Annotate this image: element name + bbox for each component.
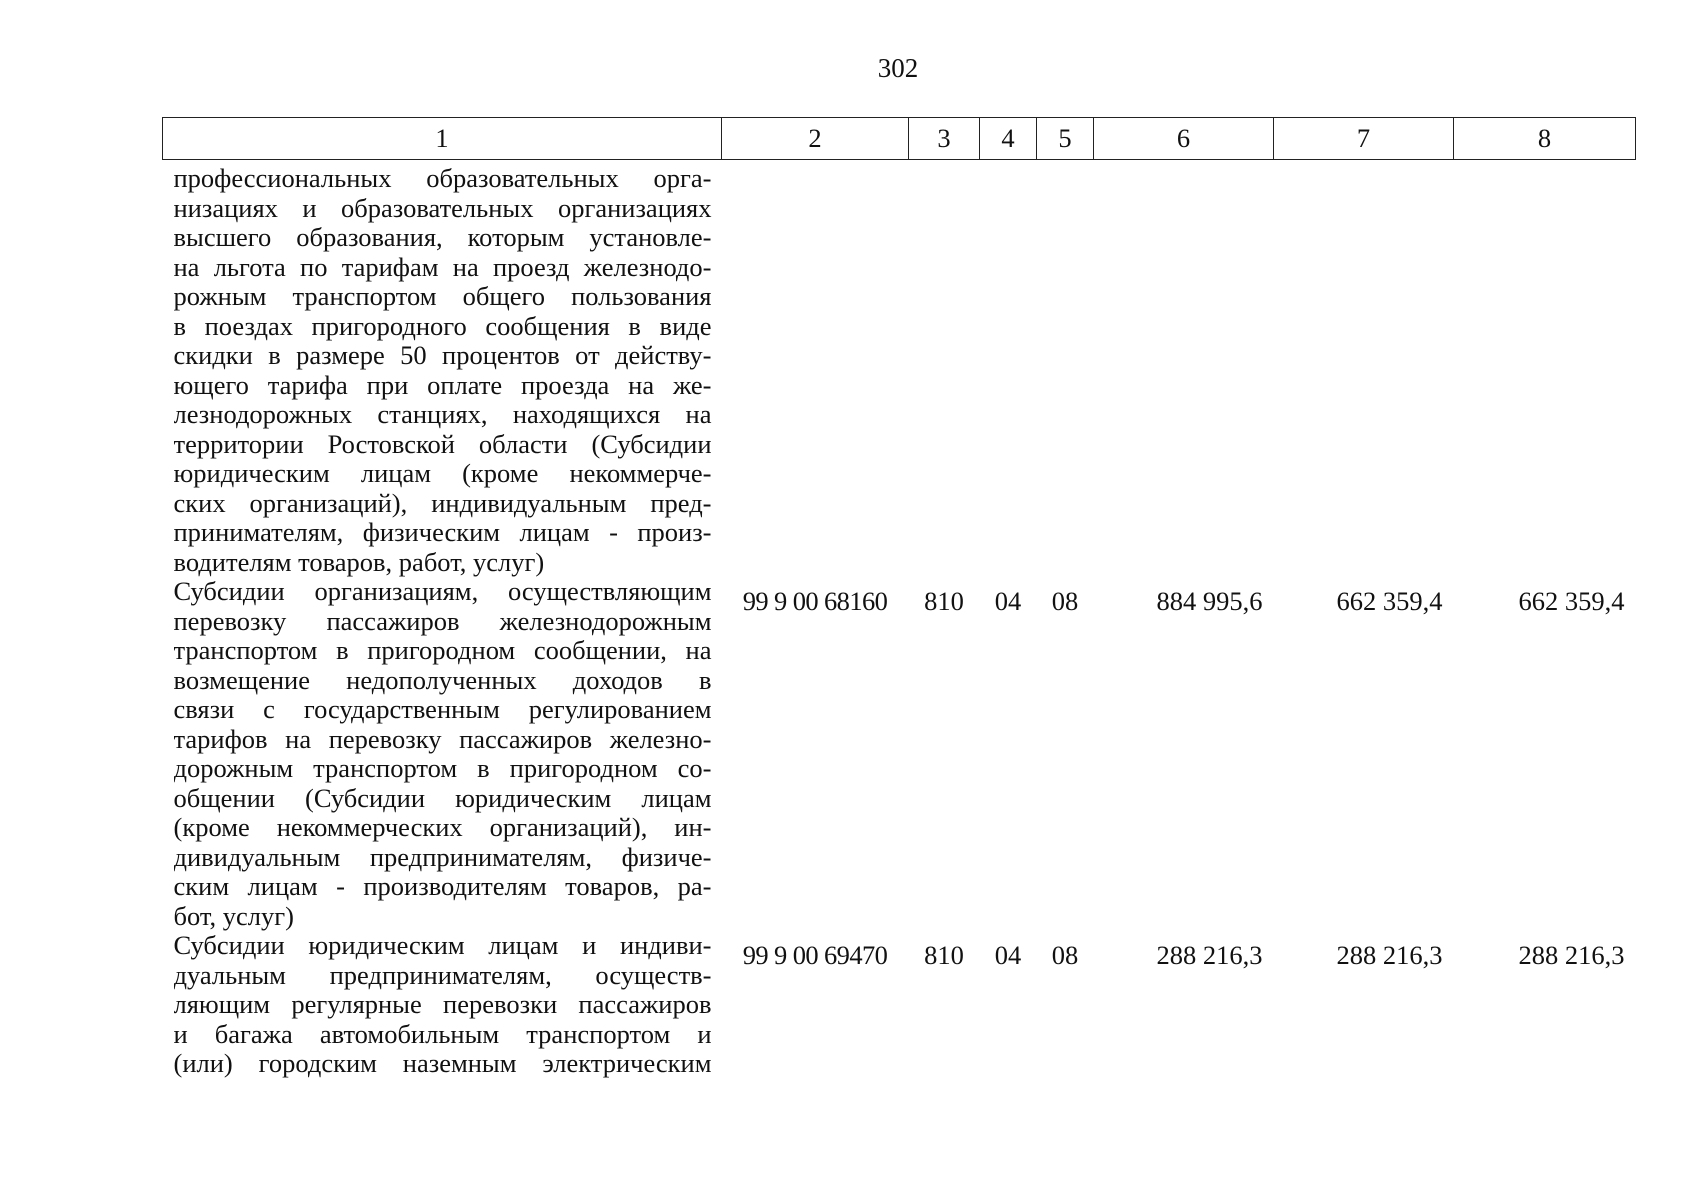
row-amount-6: 288 216,3 <box>1156 940 1263 970</box>
row-col5: 08 <box>1051 940 1079 970</box>
budget-table <box>162 117 1636 1079</box>
row-code: 99 9 00 69470 <box>742 940 888 970</box>
row-description <box>163 931 722 1079</box>
description-line: лезнодорожных станциях, находящихся на <box>173 400 712 429</box>
header-row <box>163 118 1636 160</box>
row-amount-8: 288 216,3 <box>1518 940 1625 970</box>
description-line: возмещение недополученных доходов в <box>173 665 712 695</box>
column-header-1: 1 <box>163 118 722 160</box>
row-col3: 810 <box>924 586 964 616</box>
table-body <box>163 160 1636 1079</box>
row-description <box>163 160 722 578</box>
page-number: 302 <box>877 53 919 83</box>
description-line: дивидуальным предпринимателям, физиче- <box>173 842 712 872</box>
row-amount-8: 662 359,4 <box>1518 586 1625 616</box>
table-row <box>163 931 1636 1079</box>
description-line: перевозку пассажиров железнодорожным <box>173 606 712 636</box>
row-amount-7: 288 216,3 <box>1336 940 1443 970</box>
row-col4: 04 <box>994 586 1022 616</box>
row-col4 <box>980 160 1037 578</box>
description-line: Субсидии юридическим лицам и индиви- <box>173 931 712 960</box>
row-amount-7 <box>1274 160 1454 578</box>
row-col5 <box>1037 160 1094 578</box>
description-line: высшего образования, которым установле- <box>173 223 712 252</box>
row-amount-7: 662 359,4 <box>1336 586 1443 616</box>
row-col5: 08 <box>1051 586 1079 616</box>
row-col3 <box>909 160 980 578</box>
description-line: на льгота по тарифам на проезд железнодо- <box>173 252 712 282</box>
description-line: ющего тарифа при оплате проезда на же- <box>173 370 712 400</box>
description-line: связи с государственным регулированием <box>173 695 712 724</box>
description-line: транспортом в пригородном сообщении, на <box>173 636 712 665</box>
description-line: принимателям, физическим лицам - произ- <box>173 518 712 547</box>
row-code: 99 9 00 68160 <box>742 586 888 616</box>
table-row <box>163 160 1636 578</box>
description-line: юридическим лицам (кроме некоммерче- <box>173 459 712 488</box>
description-line: тарифов на перевозку пассажиров железно- <box>173 724 712 754</box>
description-line: бот, услуг) <box>173 901 294 931</box>
column-header-2: 2 <box>722 118 909 160</box>
table-row <box>163 577 1636 931</box>
description-line: общении (Субсидии юридическим лицам <box>173 783 712 813</box>
column-header-8: 8 <box>1454 118 1636 160</box>
description-line: ских организаций), индивидуальным пред- <box>173 488 712 518</box>
description-line: водителям товаров, работ, услуг) <box>173 547 545 577</box>
column-header-4: 4 <box>980 118 1037 160</box>
column-header-6: 6 <box>1094 118 1274 160</box>
row-code <box>722 160 909 578</box>
row-amount-6 <box>1094 160 1274 578</box>
row-description <box>163 577 722 931</box>
column-header-3: 3 <box>909 118 980 160</box>
description-line: рожным транспортом общего пользования <box>173 282 712 311</box>
description-line: территории Ростовской области (Субсидии <box>173 429 712 459</box>
description-line: ским лицам - производителям товаров, ра- <box>173 872 712 901</box>
description-line: (кроме некоммерческих организаций), ин- <box>173 813 712 842</box>
table-header <box>163 118 1636 160</box>
column-header-7: 7 <box>1274 118 1454 160</box>
row-amount-6: 884 995,6 <box>1156 586 1263 616</box>
description-line: скидки в размере 50 процентов от действу- <box>173 341 712 370</box>
description-line: дуальным предпринимателям, осуществ- <box>173 960 712 990</box>
row-col3: 810 <box>924 940 964 970</box>
description-line: ляющим регулярные перевозки пассажиров <box>173 990 712 1019</box>
description-line: в поездах пригородного сообщения в виде <box>173 311 712 341</box>
row-col4: 04 <box>994 940 1022 970</box>
description-line: низациях и образовательных организациях <box>173 193 712 223</box>
row-amount-8 <box>1454 160 1636 578</box>
description-line: дорожным транспортом в пригородном со- <box>173 754 712 783</box>
description-line: Субсидии организациям, осуществляющим <box>173 577 712 606</box>
description-line: (или) городским наземным электрическим <box>173 1049 712 1078</box>
description-line: профессиональных образовательных орга- <box>173 164 712 193</box>
column-header-5: 5 <box>1037 118 1094 160</box>
description-line: и багажа автомобильным транспортом и <box>173 1019 712 1049</box>
